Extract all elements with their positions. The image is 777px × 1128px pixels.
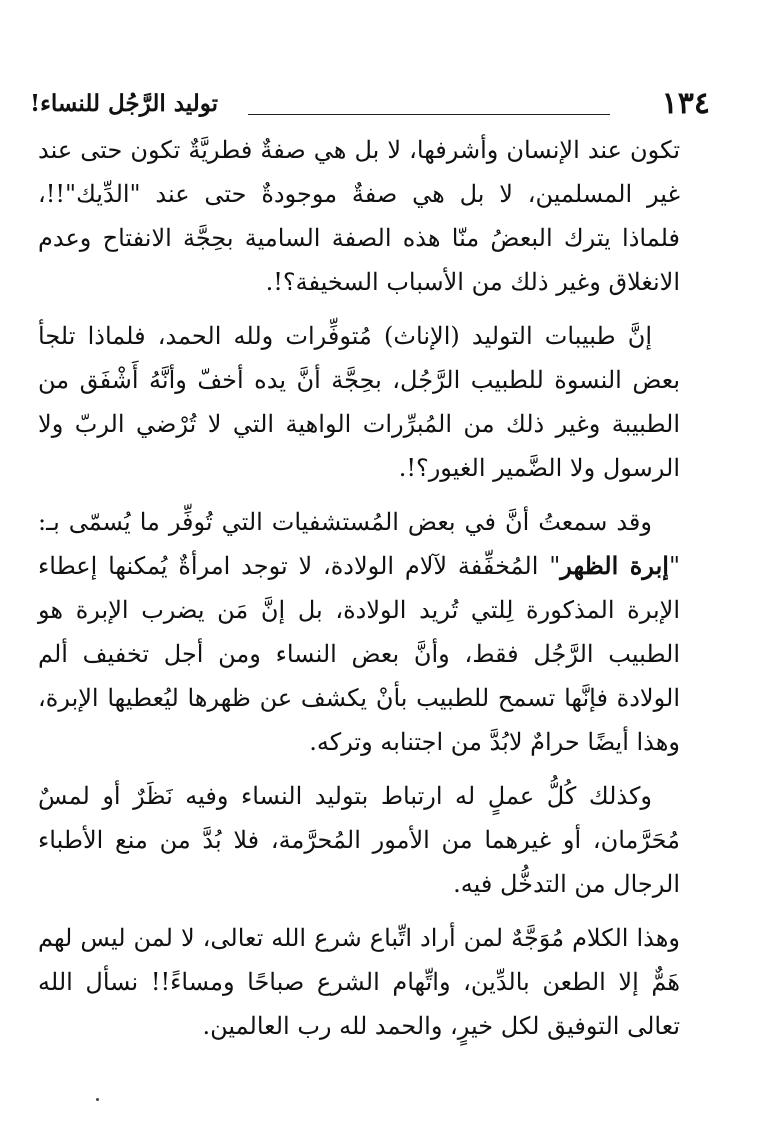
paragraph-3 [38, 500, 680, 764]
paragraph-1: تكون عند الإنسان وأشرفها، لا بل هي صفةٌ فطريَّةٌ تكون حتى عند غير المسلمين، لا بل هي صفةٌ موجودةٌ حتى عند "الدِّيك"!!، فلماذا يترك البعضُ منّا هذه الصفة السامية بحِجَّة الانفتاح وعدم الانغلاق وغير ذلك من الأسباب السخيفة؟!. [38, 136, 680, 296]
paragraph-4: وكذلك كُلُّ عملٍ له ارتباط بتوليد النساء وفيه نَظَرٌ أو لمسٌ مُحَرَّمان، أو غيرهما من الأمور المُحرَّمة، فلا بُدَّ من منع الأطباء الرجال من التدخُّل فيه. [38, 782, 680, 898]
header-rule [248, 114, 610, 115]
page-number: ١٣٤ [661, 86, 710, 121]
paragraph-3-before: وقد سمعتُ أنَّ في بعض المُستشفيات التي تُوفِّر ما يُسمّى بـ: " [38, 508, 681, 580]
paragraph-2: إنَّ طبيبات التوليد (الإناث) مُتوفِّرات ولله الحمد، فلماذا تلجأ بعض النسوة للطبيب الرَّجُل، بحِجَّة أنَّ يده أخفّ وأنَّهُ أَشْفَق من الطبيبة وغير ذلك من المُبرِّرات الواهية التي لا تُرْضي الربّ ولا الرسول ولا الضَّمير الغيور؟!. [38, 322, 680, 482]
paragraph-5: وهذا الكلام مُوَجَّهٌ لمن أراد اتِّباع شرع الله تعالى، لا لمن ليس لهم هَمٌّ إلا الطعن بالدِّين، واتِّهام الشرع صباحًا ومساءً!! نسأل الله تعالى التوفيق لكل خيرٍ، والحمد لله رب العالمين. [38, 924, 680, 1040]
running-title: توليد الرَّجُل للنساء! [30, 90, 219, 117]
page-body [38, 128, 680, 1048]
ink-speck [96, 1098, 99, 1101]
page-header [30, 84, 720, 124]
paragraph-3-after: " المُخفِّفة لآلام الولادة، لا توجد امرأةٌ يُمكنها إعطاء الإبرة المذكورة لِلتي تُريد الولادة، بل إنَّ مَن يضرب الإبرة هو الطبيب الرَّجُل فقط، وأنَّ بعض النساء ومن أجل تخفيف ألم الولادة فإنَّها تسمح للطبيب بأنْ يكشف عن ظهرها ليُعطيها الإبرة، وهذا أيضًا حرامٌ لابُدَّ من اجتنابه وتركه. [38, 552, 680, 756]
highlighted-term: إبرة الظهر [560, 551, 669, 580]
